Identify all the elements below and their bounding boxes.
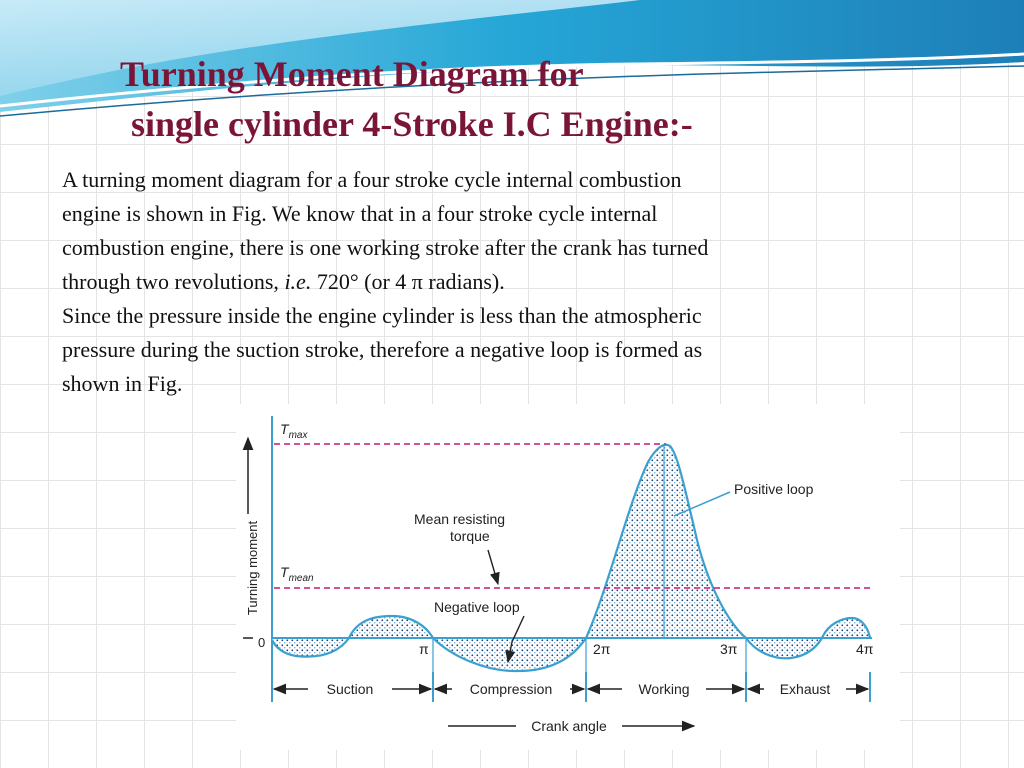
turning-moment-diagram	[236, 404, 900, 750]
x-axis-label: Crank angle	[531, 718, 607, 734]
para1-line4-before: through two revolutions,	[62, 269, 285, 294]
para2-line2: pressure during the suction stroke, therefore a negative loop is formed as	[62, 337, 703, 362]
t-max-main: T	[280, 421, 289, 437]
slide-title-line2: single cylinder 4-Stroke I.C Engine:-	[131, 104, 693, 144]
para1-line4-after: 720° (or 4 π radians).	[311, 269, 505, 294]
positive-loop-fill	[586, 445, 746, 638]
stroke-label-exhaust: Exhaust	[779, 681, 831, 697]
x-tick-3pi: 3π	[720, 641, 738, 657]
x-tick-pi: π	[419, 641, 429, 657]
t-max-sub: max	[288, 430, 308, 441]
stroke-label-working: Working	[638, 681, 690, 697]
t-mean-sub: mean	[288, 573, 314, 584]
paragraph-turning-moment	[62, 163, 962, 299]
stroke-label-suction: Suction	[326, 681, 374, 697]
para2-line3: shown in Fig.	[62, 371, 183, 396]
mean-resisting-label-line2: torque	[450, 528, 490, 544]
mean-resisting-pointer	[488, 550, 498, 584]
para1-line3: combustion engine, there is one working stroke after the crank has turned	[62, 235, 709, 260]
x-tick-2pi: 2π	[593, 641, 611, 657]
para2-line1: Since the pressure inside the engine cylinder is less than the atmospheric	[62, 303, 702, 328]
t-max-label	[280, 421, 308, 441]
y-axis-label: Turning moment	[245, 520, 260, 616]
compression-positive-loop-fill	[349, 616, 433, 638]
para1-line2: engine is shown in Fig. We know that in a four stroke cycle internal	[62, 201, 658, 226]
para1-line4	[62, 265, 962, 299]
mean-resisting-label-line1: Mean resisting	[414, 511, 506, 527]
turning-moment-figure	[236, 404, 900, 750]
origin-label: 0	[258, 635, 266, 650]
t-mean-label	[280, 564, 314, 584]
paragraph-negative-loop	[62, 299, 962, 401]
x-tick-4pi: 4π	[856, 641, 874, 657]
para1-line1: A turning moment diagram for a four stroke cycle internal combustion	[62, 167, 682, 192]
slide-title-line1: Turning Moment Diagram for	[120, 54, 584, 94]
stroke-label-compression: Compression	[469, 681, 553, 697]
negative-loop-label: Negative loop	[434, 599, 520, 615]
positive-loop-label: Positive loop	[734, 481, 814, 497]
t-mean-main: T	[280, 564, 289, 580]
suction-loop-fill	[272, 638, 349, 657]
ie-italic: i.e.	[284, 269, 312, 294]
